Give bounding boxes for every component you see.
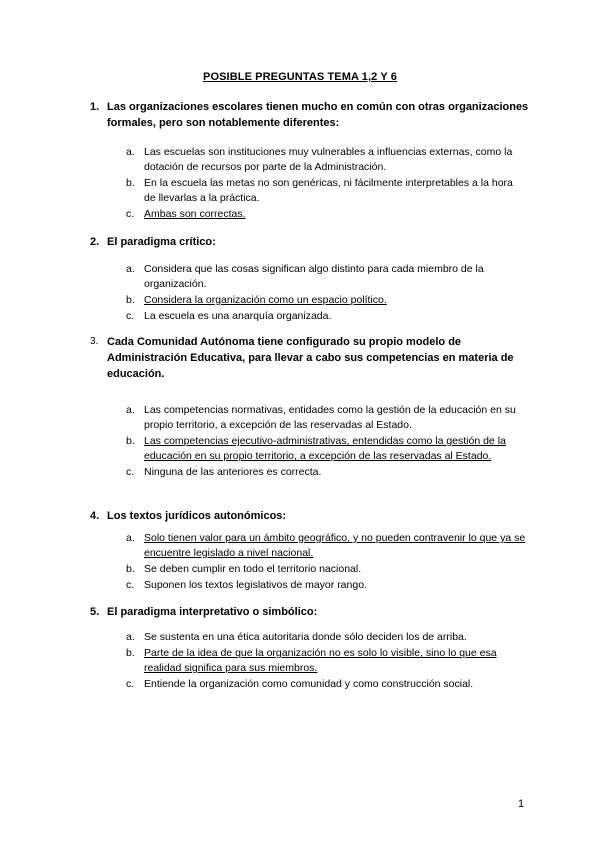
option-text: Entiende la organización como comunidad y como construcción social. bbox=[144, 678, 474, 690]
question-number: 4. bbox=[90, 510, 100, 522]
option-text: La escuela es una anarquía organizada. bbox=[144, 310, 332, 322]
options-5 bbox=[126, 630, 526, 693]
options-4 bbox=[126, 531, 526, 594]
question-2 bbox=[90, 234, 530, 250]
option-text: Considera que las cosas significan algo distinto para cada miembro de la organización. bbox=[144, 263, 484, 290]
question-text: Las organizaciones escolares tienen mucho en común con otras organizaciones formales, pero son notablemente diferentes: bbox=[107, 101, 529, 129]
option-text: Las competencias ejecutivo-administrativas, entendidas como la gestión de la educación en su propio territorio, a excepción de las reservadas al Estado. bbox=[144, 435, 506, 462]
option-1c-correct: c. Ambas son correctas. bbox=[126, 208, 246, 220]
page-number: 1 bbox=[518, 798, 525, 810]
question-number: 5. bbox=[90, 606, 100, 618]
option-2c: c. La escuela es una anarquía organizada. bbox=[126, 309, 526, 324]
options-3 bbox=[126, 403, 526, 481]
option-text: Considera la organización como un espacio político. bbox=[144, 294, 387, 306]
option-5c: c. Entiende la organización como comunidad y como construcción social. bbox=[126, 677, 526, 692]
question-5 bbox=[90, 604, 530, 620]
option-3c: c. Ninguna de las anteriores es correcta. bbox=[126, 465, 526, 480]
question-4 bbox=[90, 508, 530, 524]
option-text: Solo tienen valor para un ámbito geográfico, y no pueden contravenir lo que ya se encuentre legislado a nivel nacional. bbox=[144, 532, 526, 559]
option-text: Parte de la idea de que la organización no es solo lo visible, sino lo que esa realidad significa para sus miembros. bbox=[144, 647, 497, 674]
option-4b: b. Se deben cumplir en todo el territorio nacional. bbox=[126, 562, 526, 577]
option-2a: a. Considera que las cosas significan algo distinto para cada miembro de la organización. bbox=[126, 262, 526, 292]
question-number: 2. bbox=[90, 236, 100, 248]
document-title: POSIBLE PREGUNTAS TEMA 1,2 Y 6 bbox=[203, 71, 397, 83]
question-text: El paradigma crítico: bbox=[107, 236, 216, 248]
option-5b-correct: b. Parte de la idea de que la organización no es solo lo visible, sino lo que esa realidad significa para sus miembros. bbox=[126, 647, 497, 674]
option-text: Las escuelas son instituciones muy vulnerables a influencias externas, como la dotación de recursos por parte de la Administración. bbox=[144, 146, 513, 173]
option-text: Ambas son correctas. bbox=[144, 208, 246, 220]
options-2 bbox=[126, 262, 526, 325]
question-text: El paradigma interpretativo o simbólico: bbox=[107, 606, 318, 618]
options-1 bbox=[126, 145, 526, 223]
option-text: Suponen los textos legislativos de mayor rango. bbox=[144, 579, 367, 591]
option-1a: a. Las escuelas son instituciones muy vulnerables a influencias externas, como la dotación de recursos por parte de la Administración. bbox=[126, 145, 526, 175]
option-3b-correct: b. Las competencias ejecutivo-administrativas, entendidas como la gestión de la educación en su propio territorio, a excepción de las reservadas al Estado. bbox=[126, 435, 506, 462]
option-2b-correct: b. Considera la organización como un espacio político. bbox=[126, 294, 387, 306]
question-number: 3. bbox=[90, 336, 99, 347]
option-text: Las competencias normativas, entidades como la gestión de la educación en su propio territorio, a excepción de las reservadas al Estado. bbox=[144, 404, 516, 431]
option-text: Ninguna de las anteriores es correcta. bbox=[144, 466, 322, 478]
question-1 bbox=[90, 99, 530, 131]
question-3 bbox=[90, 334, 530, 382]
option-4a-correct: a. Solo tienen valor para un ámbito geográfico, y no pueden contravenir lo que ya se encuentre legislado a nivel nacional. bbox=[126, 532, 526, 559]
question-text: Los textos jurídicos autonómicos: bbox=[107, 510, 287, 522]
option-5a: a. Se sustenta en una ética autoritaria donde sólo deciden los de arriba. bbox=[126, 630, 526, 645]
question-text: Cada Comunidad Autónoma tiene configurado su propio modelo de Administración Educativa, para llevar a cabo sus competencias en materia de educación. bbox=[107, 336, 514, 380]
option-text: Se sustenta en una ética autoritaria donde sólo deciden los de arriba. bbox=[144, 631, 467, 643]
question-number: 1. bbox=[90, 101, 100, 113]
option-4c: c. Suponen los textos legislativos de mayor rango. bbox=[126, 578, 526, 593]
option-text: En la escuela las metas no son genéricas, ni fácilmente interpretables a la hora de llevarlas a la práctica. bbox=[144, 177, 513, 204]
option-1b: b. En la escuela las metas no son genéricas, ni fácilmente interpretables a la hora de llevarlas a la práctica. bbox=[126, 176, 526, 206]
option-text: Se deben cumplir en todo el territorio nacional. bbox=[144, 563, 362, 575]
option-3a: a. Las competencias normativas, entidades como la gestión de la educación en su propio territorio, a excepción de las reservadas al Estado. bbox=[126, 403, 526, 433]
